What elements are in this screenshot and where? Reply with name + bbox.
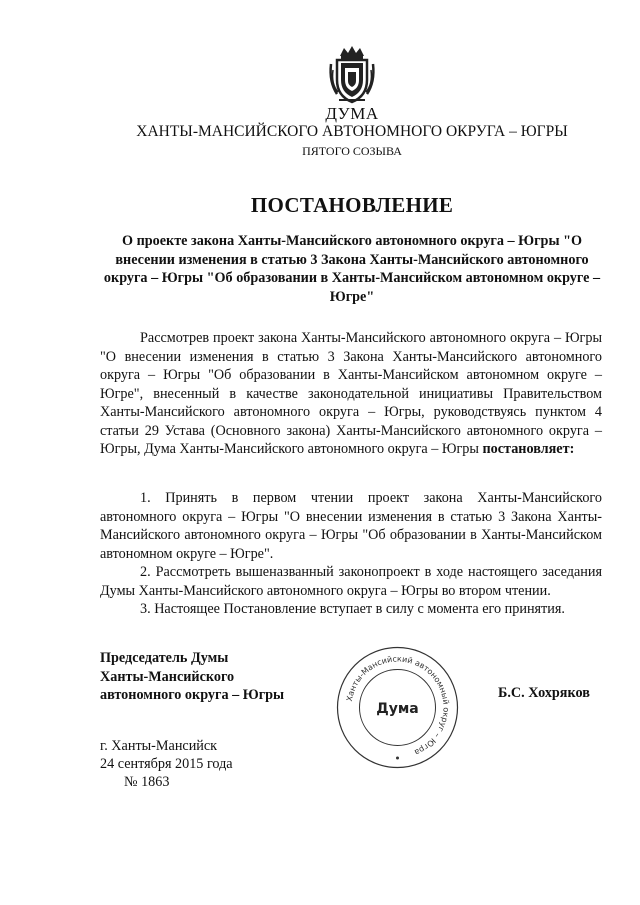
issue-date: 24 сентября 2015 года: [100, 756, 233, 772]
signer-name: Б.С. Хохряков: [498, 685, 590, 701]
official-seal: [335, 645, 460, 770]
document-number: № 1863: [124, 774, 170, 790]
resolves-word: постановляет:: [482, 441, 575, 457]
seal-center-text: Дума: [376, 701, 419, 717]
resolution-item: 1. Принять в первом чтении проект закона Ханты-Мансийского автономного округа – Югры "О внесении изменения в статью 3 Закона Ханты-Мансийского автономного округа – Югры "Об образовании в Ханты-Мансийском автономном округе – Югре".: [100, 490, 602, 562]
issuer-convocation: ПЯТОГО СОЗЫВА: [302, 144, 402, 158]
document-type: ПОСТАНОВЛЕНИЕ: [250, 193, 454, 217]
resolution-item: 3. Настоящее Постановление вступает в силу с момента его принятия.: [140, 601, 565, 617]
preamble-paragraph: [100, 329, 602, 459]
issuer-region: ХАНТЫ-МАНСИЙСКОГО АВТОНОМНОГО ОКРУГА – ЮГРЫ: [136, 123, 568, 140]
coat-of-arms-icon: [327, 42, 377, 106]
issue-place: г. Ханты-Мансийск: [100, 738, 218, 754]
preamble-text: Рассмотрев проект закона Ханты-Мансийского автономного округа – Югры "О внесении изменения в статью 3 Закона Ханты-Мансийского автономного округа – Югры "Об образовании в Ханты-Мансийском автономном округе – Югре", внесенный в качестве законодательной инициативы Правительством Ханты-Мансийского автономного округа – Югры, руководствуясь пунктом 4 статьи 29 Устава (Основного закона) Ханты-Мансийского автономного округа – Югры, Дума Ханты-Мансийского автономного округа – Югры: [100, 330, 602, 457]
resolution-items: [100, 489, 602, 619]
document-title: О проекте закона Ханты-Мансийского автономного округа – Югры "О внесении изменения в статью 3 Закона Ханты-Мансийского автономного округа – Югры "Об образовании в Ханты-Мансийском автономном округе – Югре": [103, 233, 601, 305]
issuer-name: ДУМА: [325, 104, 379, 123]
resolution-item: 2. Рассмотреть вышеназванный законопроект в ходе настоящего заседания Думы Ханты-Мансийского автономного округа – Югры во втором чтении.: [100, 564, 602, 599]
seal-ring-text: Ханты-Мансийский автономный округ – Югра: [344, 654, 451, 757]
signer-position: Председатель Думы Ханты-Мансийского автономного округа – Югры: [100, 650, 285, 703]
